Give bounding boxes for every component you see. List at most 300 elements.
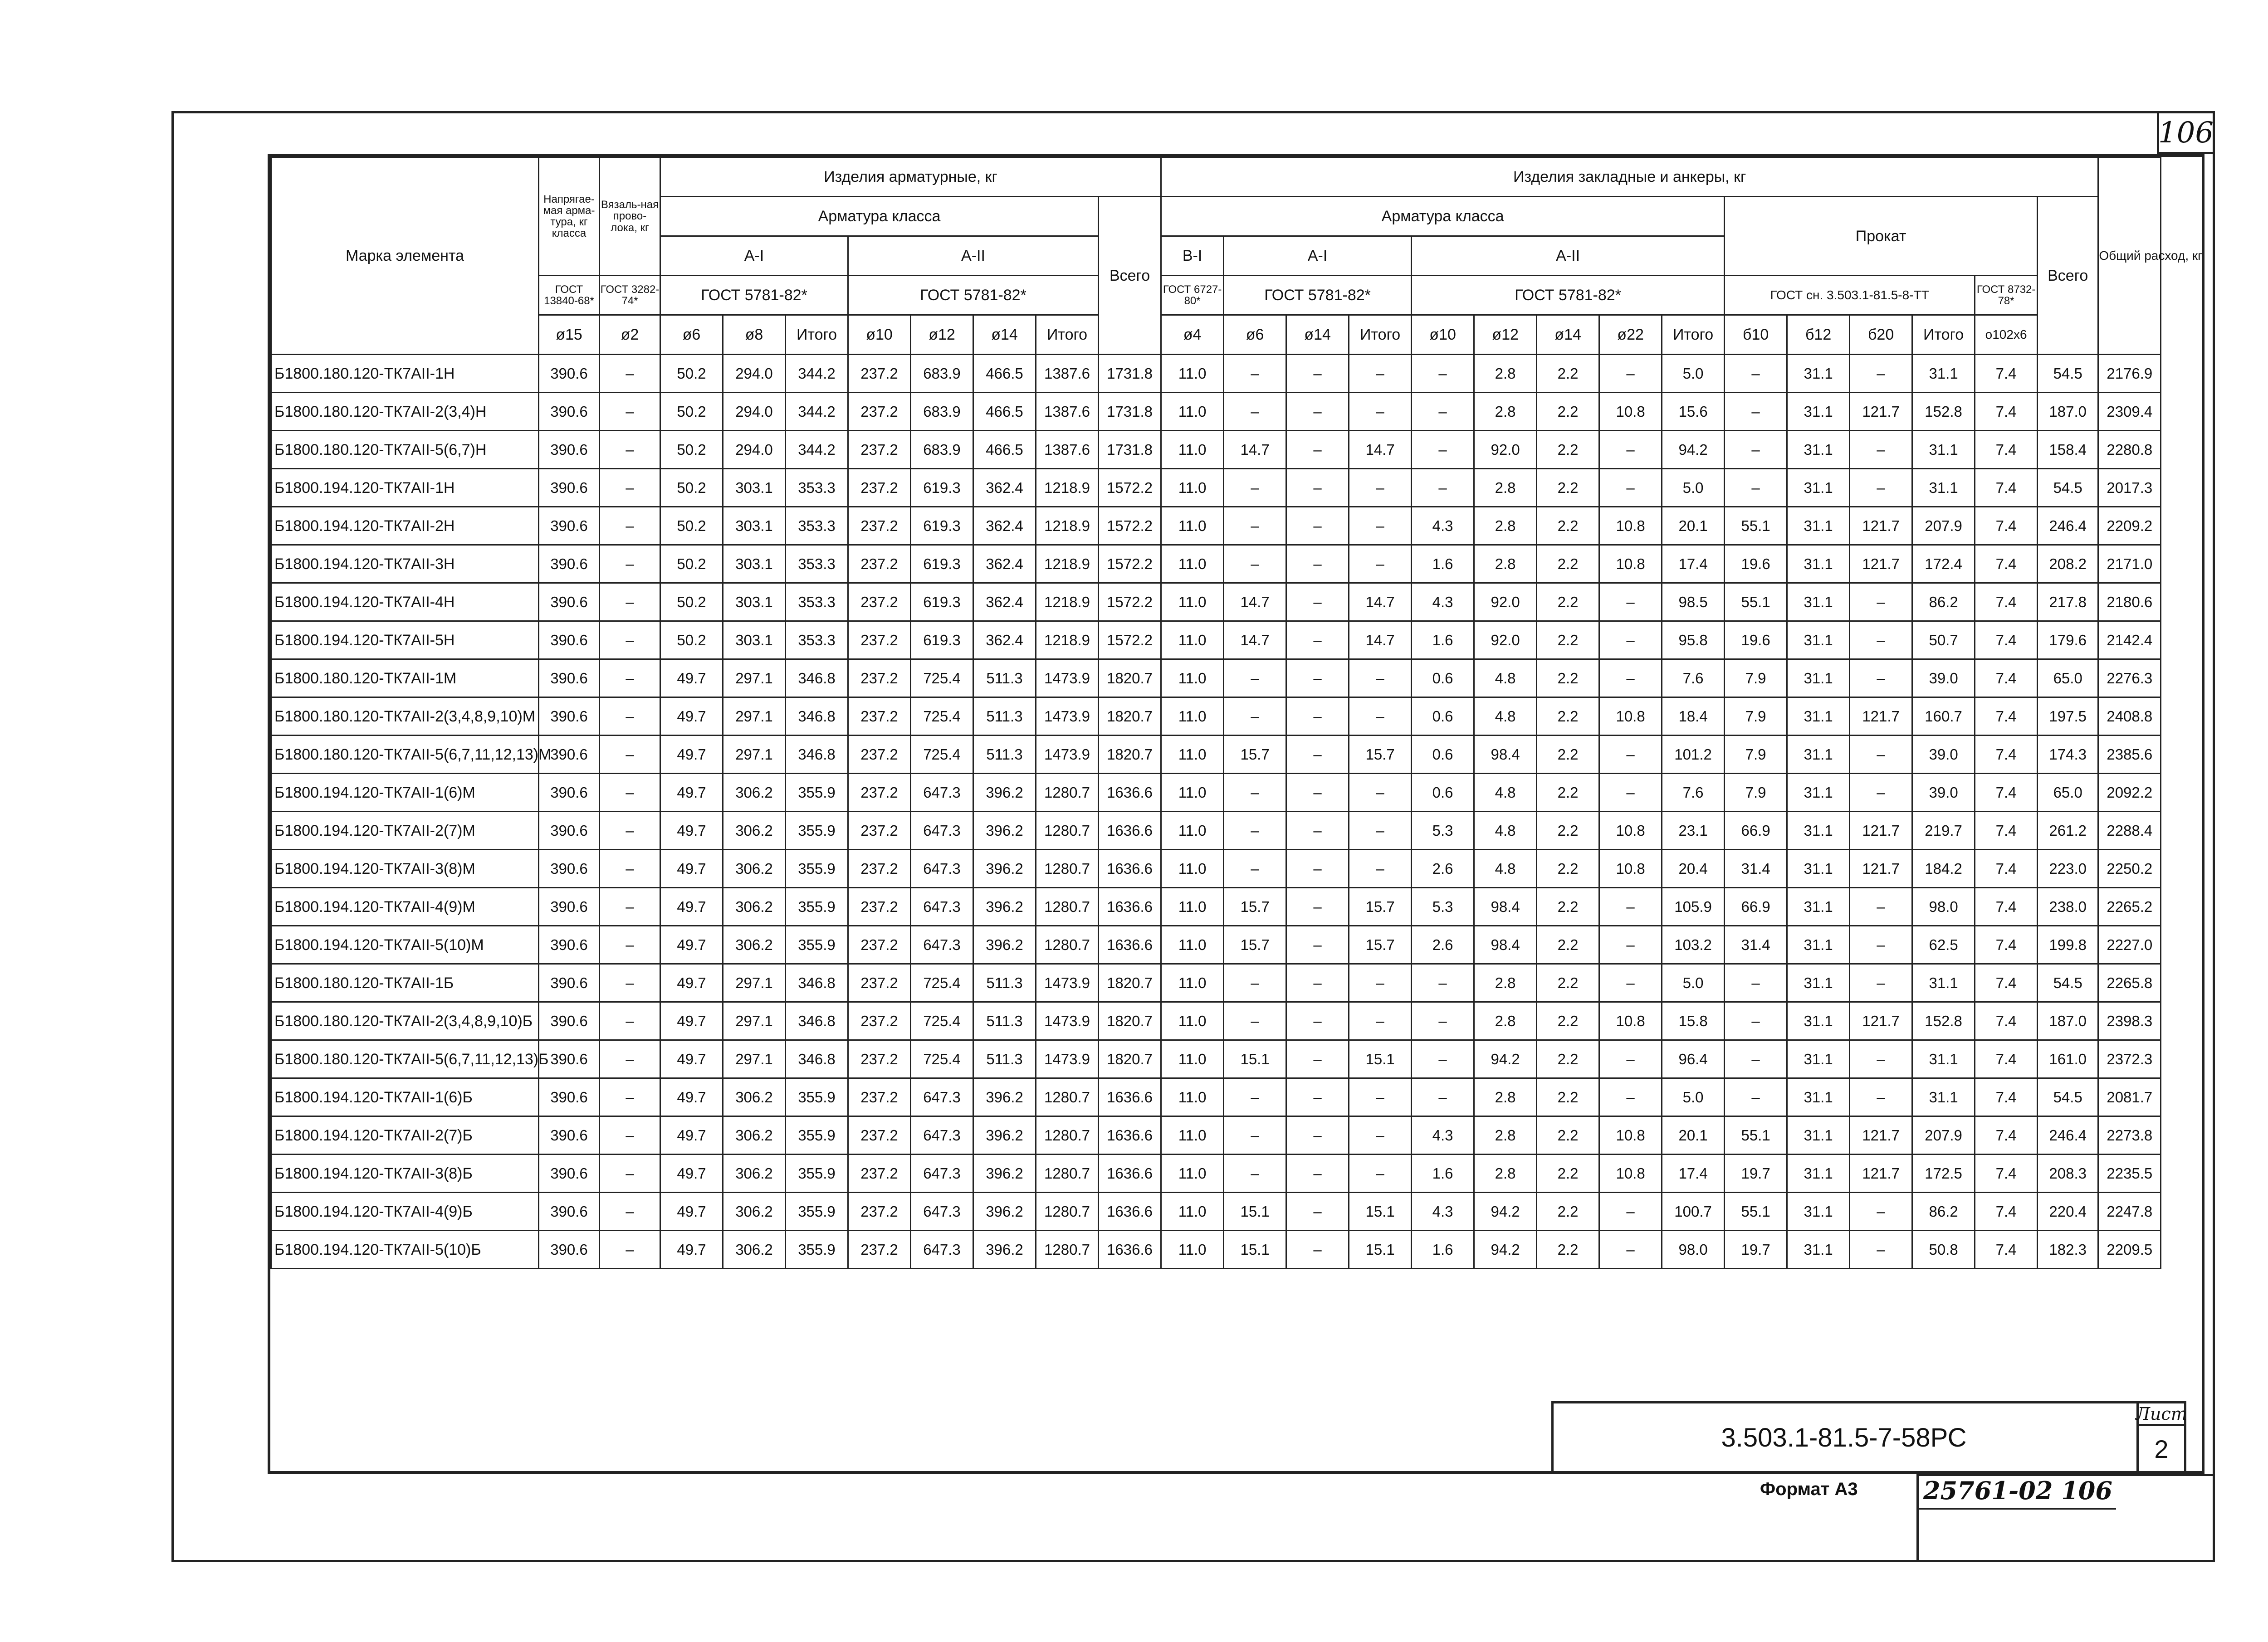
table-row: [271, 697, 2161, 736]
value-cell: 31.1: [1787, 812, 1850, 850]
value-cell: 511.3: [973, 659, 1036, 697]
value-cell: 15.1: [1349, 1231, 1412, 1269]
value-cell: –: [1286, 1193, 1349, 1231]
header-ai-2: А-I: [1224, 236, 1412, 276]
value-cell: 7.4: [1975, 431, 2038, 469]
header-bi: В-I: [1161, 236, 1224, 276]
value-cell: –: [1599, 888, 1662, 926]
value-cell: –: [600, 697, 660, 736]
value-cell: 353.3: [786, 545, 848, 583]
value-cell: 11.0: [1161, 1116, 1224, 1155]
value-cell: 217.8: [2038, 583, 2098, 621]
subheader-cell: ø10: [1412, 315, 1474, 355]
value-cell: 11.0: [1161, 431, 1224, 469]
value-cell: 237.2: [848, 850, 911, 888]
value-cell: 237.2: [848, 812, 911, 850]
value-cell: 2.8: [1474, 393, 1537, 431]
value-cell: 197.5: [2038, 697, 2098, 736]
value-cell: 237.2: [848, 1002, 911, 1040]
header-gost-5781-b: ГОСТ 5781-82*: [848, 276, 1099, 315]
value-cell: –: [600, 1231, 660, 1269]
value-cell: 14.7: [1224, 431, 1286, 469]
value-cell: 10.8: [1599, 1002, 1662, 1040]
value-cell: 7.4: [1975, 964, 2038, 1002]
value-cell: 2.2: [1537, 545, 1599, 583]
value-cell: 11.0: [1161, 659, 1224, 697]
value-cell: 11.0: [1161, 1193, 1224, 1231]
table-row: [271, 583, 2161, 621]
value-cell: –: [1286, 431, 1349, 469]
value-cell: 1280.7: [1036, 1193, 1099, 1231]
subheader-cell: ø15: [539, 315, 600, 355]
value-cell: 297.1: [723, 659, 786, 697]
header-rebar-total: Всего: [1099, 197, 1161, 355]
value-cell: 11.0: [1161, 697, 1224, 736]
value-cell: 362.4: [973, 507, 1036, 545]
value-cell: 14.7: [1224, 621, 1286, 659]
value-cell: –: [600, 507, 660, 545]
value-cell: 619.3: [911, 583, 973, 621]
table-row: [271, 621, 2161, 659]
value-cell: 15.1: [1349, 1193, 1412, 1231]
value-cell: –: [1412, 355, 1474, 393]
value-cell: 31.1: [1787, 1002, 1850, 1040]
value-cell: 94.2: [1474, 1040, 1537, 1078]
value-cell: 683.9: [911, 355, 973, 393]
element-mark-cell: Б1800.180.120-ТК7АII-5(6,7,11,12,13)Б: [271, 1040, 539, 1078]
value-cell: 31.1: [1912, 1078, 1975, 1116]
value-cell: 1218.9: [1036, 469, 1099, 507]
value-cell: 1820.7: [1099, 1040, 1161, 1078]
value-cell: 1636.6: [1099, 888, 1161, 926]
value-cell: –: [1224, 697, 1286, 736]
value-cell: 49.7: [660, 850, 723, 888]
value-cell: 223.0: [2038, 850, 2098, 888]
value-cell: 683.9: [911, 431, 973, 469]
value-cell: 390.6: [539, 1078, 600, 1116]
subheader-cell: о102х6: [1975, 315, 2038, 355]
value-cell: 15.7: [1224, 888, 1286, 926]
value-cell: 237.2: [848, 1193, 911, 1231]
value-cell: 10.8: [1599, 850, 1662, 888]
value-cell: 96.4: [1662, 1040, 1725, 1078]
value-cell: –: [1349, 1078, 1412, 1116]
header-prokat: Прокат: [1725, 197, 2038, 276]
value-cell: –: [1286, 583, 1349, 621]
value-cell: 2.2: [1537, 355, 1599, 393]
value-cell: –: [1725, 1078, 1787, 1116]
value-cell: 7.4: [1975, 1231, 2038, 1269]
value-cell: 1731.8: [1099, 431, 1161, 469]
value-cell: 10.8: [1599, 393, 1662, 431]
value-cell: 390.6: [539, 697, 600, 736]
value-cell: 2385.6: [2098, 736, 2161, 774]
table-row: [271, 1193, 2161, 1231]
value-cell: 208.2: [2038, 545, 2098, 583]
value-cell: 0.6: [1412, 736, 1474, 774]
value-cell: 98.0: [1662, 1231, 1725, 1269]
value-cell: –: [1286, 393, 1349, 431]
table-body: [271, 355, 2161, 1269]
subheader-cell: ø12: [1474, 315, 1537, 355]
table-row: [271, 1155, 2161, 1193]
value-cell: 2.2: [1537, 1040, 1599, 1078]
value-cell: 1572.2: [1099, 583, 1161, 621]
table-row: [271, 1002, 2161, 1040]
value-cell: 237.2: [848, 583, 911, 621]
value-cell: 50.2: [660, 621, 723, 659]
table-row: [271, 469, 2161, 507]
value-cell: 179.6: [2038, 621, 2098, 659]
value-cell: 86.2: [1912, 1193, 1975, 1231]
value-cell: 55.1: [1725, 1116, 1787, 1155]
value-cell: 15.1: [1224, 1231, 1286, 1269]
value-cell: 31.1: [1912, 469, 1975, 507]
value-cell: –: [1286, 659, 1349, 697]
value-cell: 725.4: [911, 659, 973, 697]
value-cell: 1.6: [1412, 1155, 1474, 1193]
value-cell: 466.5: [973, 355, 1036, 393]
value-cell: 683.9: [911, 393, 973, 431]
subheader-cell: ø22: [1599, 315, 1662, 355]
value-cell: 19.6: [1725, 545, 1787, 583]
element-mark-cell: Б1800.194.120-ТК7АII-2(7)Б: [271, 1116, 539, 1155]
value-cell: 121.7: [1850, 393, 1912, 431]
value-cell: –: [1349, 812, 1412, 850]
value-cell: 5.0: [1662, 469, 1725, 507]
value-cell: 15.7: [1349, 926, 1412, 964]
value-cell: 1280.7: [1036, 926, 1099, 964]
value-cell: 2.2: [1537, 1231, 1599, 1269]
value-cell: –: [1286, 1116, 1349, 1155]
value-cell: 1820.7: [1099, 697, 1161, 736]
value-cell: 466.5: [973, 393, 1036, 431]
value-cell: 31.1: [1912, 964, 1975, 1002]
value-cell: 98.5: [1662, 583, 1725, 621]
value-cell: 2092.2: [2098, 774, 2161, 812]
value-cell: 50.2: [660, 507, 723, 545]
value-cell: 390.6: [539, 621, 600, 659]
value-cell: 1280.7: [1036, 1231, 1099, 1269]
header-total-consumption: Общий расход, кг: [2098, 157, 2161, 355]
value-cell: 344.2: [786, 393, 848, 431]
value-cell: –: [1224, 1116, 1286, 1155]
subheader-cell: Итого: [786, 315, 848, 355]
value-cell: 5.3: [1412, 888, 1474, 926]
value-cell: 39.0: [1912, 736, 1975, 774]
value-cell: 237.2: [848, 621, 911, 659]
value-cell: –: [1286, 355, 1349, 393]
value-cell: 182.3: [2038, 1231, 2098, 1269]
value-cell: 2.8: [1474, 545, 1537, 583]
value-cell: 1.6: [1412, 545, 1474, 583]
value-cell: 2.2: [1537, 621, 1599, 659]
value-cell: 390.6: [539, 393, 600, 431]
element-mark-cell: Б1800.194.120-ТК7АII-2Н: [271, 507, 539, 545]
value-cell: 98.4: [1474, 926, 1537, 964]
page-number: 106: [2157, 111, 2215, 154]
value-cell: 15.7: [1224, 736, 1286, 774]
value-cell: 396.2: [973, 926, 1036, 964]
value-cell: 1473.9: [1036, 1002, 1099, 1040]
value-cell: 4.8: [1474, 774, 1537, 812]
value-cell: 1280.7: [1036, 1116, 1099, 1155]
value-cell: –: [1850, 355, 1912, 393]
value-cell: 355.9: [786, 1116, 848, 1155]
value-cell: 390.6: [539, 964, 600, 1002]
header-gost-5781-d: ГОСТ 5781-82*: [1412, 276, 1725, 315]
value-cell: –: [1599, 621, 1662, 659]
value-cell: 10.8: [1599, 1155, 1662, 1193]
value-cell: 2.2: [1537, 1002, 1599, 1040]
value-cell: –: [1349, 545, 1412, 583]
value-cell: 237.2: [848, 507, 911, 545]
header-gost-5781-a: ГОСТ 5781-82*: [660, 276, 848, 315]
value-cell: 172.5: [1912, 1155, 1975, 1193]
value-cell: 0.6: [1412, 697, 1474, 736]
value-cell: 390.6: [539, 355, 600, 393]
value-cell: 207.9: [1912, 507, 1975, 545]
value-cell: –: [1349, 1155, 1412, 1193]
value-cell: –: [1286, 1002, 1349, 1040]
subheader-cell: ø10: [848, 315, 911, 355]
value-cell: 5.0: [1662, 1078, 1725, 1116]
value-cell: 49.7: [660, 774, 723, 812]
table-row: [271, 431, 2161, 469]
value-cell: 31.1: [1787, 1116, 1850, 1155]
value-cell: 86.2: [1912, 583, 1975, 621]
value-cell: –: [1349, 659, 1412, 697]
value-cell: 1387.6: [1036, 355, 1099, 393]
value-cell: 619.3: [911, 621, 973, 659]
value-cell: 66.9: [1725, 812, 1787, 850]
value-cell: 1636.6: [1099, 1155, 1161, 1193]
value-cell: –: [1412, 1078, 1474, 1116]
value-cell: 2.2: [1537, 774, 1599, 812]
subheader-cell: ø14: [1286, 315, 1349, 355]
value-cell: 7.4: [1975, 850, 2038, 888]
value-cell: –: [1850, 1231, 1912, 1269]
element-mark-cell: Б1800.180.120-ТК7АII-1Б: [271, 964, 539, 1002]
value-cell: 390.6: [539, 1231, 600, 1269]
value-cell: 11.0: [1161, 583, 1224, 621]
value-cell: 11.0: [1161, 926, 1224, 964]
value-cell: 1473.9: [1036, 964, 1099, 1002]
value-cell: 7.4: [1975, 1078, 2038, 1116]
value-cell: –: [1349, 697, 1412, 736]
element-mark-cell: Б1800.194.120-ТК7АII-5Н: [271, 621, 539, 659]
value-cell: 647.3: [911, 812, 973, 850]
value-cell: 362.4: [973, 583, 1036, 621]
value-cell: 5.0: [1662, 964, 1725, 1002]
value-cell: –: [600, 1040, 660, 1078]
value-cell: –: [1599, 659, 1662, 697]
value-cell: 1636.6: [1099, 1116, 1161, 1155]
value-cell: 1218.9: [1036, 621, 1099, 659]
value-cell: –: [1349, 1116, 1412, 1155]
value-cell: 353.3: [786, 583, 848, 621]
value-cell: 7.6: [1662, 774, 1725, 812]
value-cell: –: [1850, 469, 1912, 507]
value-cell: 15.7: [1349, 736, 1412, 774]
sheet-label: Лист: [2136, 1401, 2186, 1426]
value-cell: 31.1: [1787, 355, 1850, 393]
value-cell: 15.7: [1349, 888, 1412, 926]
value-cell: 346.8: [786, 1002, 848, 1040]
value-cell: 11.0: [1161, 774, 1224, 812]
value-cell: 396.2: [973, 1155, 1036, 1193]
value-cell: 11.0: [1161, 393, 1224, 431]
value-cell: 11.0: [1161, 1155, 1224, 1193]
value-cell: 7.4: [1975, 812, 2038, 850]
value-cell: 31.1: [1787, 964, 1850, 1002]
value-cell: 344.2: [786, 355, 848, 393]
value-cell: 10.8: [1599, 507, 1662, 545]
value-cell: 2.8: [1474, 1116, 1537, 1155]
value-cell: 1820.7: [1099, 964, 1161, 1002]
value-cell: 237.2: [848, 659, 911, 697]
header-embedded-total: Всего: [2038, 197, 2098, 355]
value-cell: 2.8: [1474, 964, 1537, 1002]
value-cell: –: [1599, 469, 1662, 507]
value-cell: 237.2: [848, 1155, 911, 1193]
value-cell: 7.4: [1975, 507, 2038, 545]
value-cell: 4.8: [1474, 697, 1537, 736]
value-cell: 2398.3: [2098, 1002, 2161, 1040]
subheader-cell: ø12: [911, 315, 973, 355]
value-cell: 152.8: [1912, 1002, 1975, 1040]
value-cell: 121.7: [1850, 545, 1912, 583]
value-cell: 390.6: [539, 926, 600, 964]
value-cell: 55.1: [1725, 507, 1787, 545]
value-cell: 187.0: [2038, 393, 2098, 431]
value-cell: –: [600, 1002, 660, 1040]
header-mark: Марка элемента: [271, 157, 539, 355]
value-cell: –: [1599, 1078, 1662, 1116]
value-cell: 303.1: [723, 545, 786, 583]
value-cell: –: [1286, 850, 1349, 888]
value-cell: –: [1286, 697, 1349, 736]
value-cell: 23.1: [1662, 812, 1725, 850]
document-code: 3.503.1-81.5-7-58РС: [1721, 1423, 1967, 1452]
value-cell: 2.8: [1474, 1002, 1537, 1040]
value-cell: 49.7: [660, 697, 723, 736]
value-cell: 237.2: [848, 545, 911, 583]
value-cell: 390.6: [539, 1193, 600, 1231]
value-cell: 1473.9: [1036, 1040, 1099, 1078]
value-cell: 294.0: [723, 355, 786, 393]
value-cell: 346.8: [786, 1040, 848, 1078]
value-cell: 261.2: [2038, 812, 2098, 850]
value-cell: 2309.4: [2098, 393, 2161, 431]
value-cell: 2.2: [1537, 812, 1599, 850]
value-cell: 2.6: [1412, 926, 1474, 964]
value-cell: –: [1412, 393, 1474, 431]
value-cell: –: [1850, 1040, 1912, 1078]
value-cell: 20.1: [1662, 1116, 1725, 1155]
value-cell: 15.6: [1662, 393, 1725, 431]
value-cell: –: [1224, 964, 1286, 1002]
header-gost-3282: ГОСТ 3282-74*: [600, 276, 660, 315]
value-cell: 2227.0: [2098, 926, 2161, 964]
value-cell: 2.2: [1537, 736, 1599, 774]
value-cell: 101.2: [1662, 736, 1725, 774]
value-cell: 306.2: [723, 1155, 786, 1193]
table-row: [271, 964, 2161, 1002]
value-cell: 355.9: [786, 812, 848, 850]
value-cell: 92.0: [1474, 431, 1537, 469]
value-cell: 355.9: [786, 1078, 848, 1116]
value-cell: 10.8: [1599, 697, 1662, 736]
value-cell: 121.7: [1850, 850, 1912, 888]
value-cell: 98.4: [1474, 888, 1537, 926]
value-cell: 297.1: [723, 1040, 786, 1078]
value-cell: 121.7: [1850, 1002, 1912, 1040]
value-cell: 31.1: [1787, 469, 1850, 507]
table-row: [271, 850, 2161, 888]
value-cell: 390.6: [539, 659, 600, 697]
element-mark-cell: Б1800.194.120-ТК7АII-5(10)Б: [271, 1231, 539, 1269]
element-mark-cell: Б1800.194.120-ТК7АII-1(6)Б: [271, 1078, 539, 1116]
value-cell: 237.2: [848, 1040, 911, 1078]
value-cell: –: [600, 355, 660, 393]
value-cell: 1636.6: [1099, 812, 1161, 850]
value-cell: 2081.7: [2098, 1078, 2161, 1116]
value-cell: 306.2: [723, 888, 786, 926]
table-row: [271, 393, 2161, 431]
value-cell: 54.5: [2038, 964, 2098, 1002]
value-cell: 1572.2: [1099, 545, 1161, 583]
element-mark-cell: Б1800.194.120-ТК7АII-4(9)М: [271, 888, 539, 926]
value-cell: 39.0: [1912, 659, 1975, 697]
value-cell: 2273.8: [2098, 1116, 2161, 1155]
value-cell: 346.8: [786, 736, 848, 774]
value-cell: 2.2: [1537, 1116, 1599, 1155]
value-cell: –: [1286, 469, 1349, 507]
value-cell: 7.4: [1975, 1116, 2038, 1155]
value-cell: –: [1599, 1040, 1662, 1078]
value-cell: –: [1599, 964, 1662, 1002]
value-cell: 2.8: [1474, 1155, 1537, 1193]
value-cell: –: [1224, 545, 1286, 583]
value-cell: 0.6: [1412, 774, 1474, 812]
value-cell: 199.8: [2038, 926, 2098, 964]
header-subcolumns: [271, 315, 2161, 355]
value-cell: 11.0: [1161, 1231, 1224, 1269]
value-cell: 2.2: [1537, 431, 1599, 469]
value-cell: –: [600, 1193, 660, 1231]
value-cell: 31.1: [1912, 355, 1975, 393]
value-cell: 65.0: [2038, 774, 2098, 812]
subheader-cell: Итого: [1662, 315, 1725, 355]
value-cell: 31.1: [1787, 774, 1850, 812]
value-cell: –: [1224, 1002, 1286, 1040]
value-cell: 10.8: [1599, 1116, 1662, 1155]
element-mark-cell: Б1800.194.120-ТК7АII-5(10)М: [271, 926, 539, 964]
value-cell: 237.2: [848, 964, 911, 1002]
value-cell: 31.1: [1787, 1040, 1850, 1078]
value-cell: 11.0: [1161, 1078, 1224, 1116]
header-gost-5781-c: ГОСТ 5781-82*: [1224, 276, 1412, 315]
value-cell: –: [1286, 1231, 1349, 1269]
value-cell: 7.4: [1975, 697, 2038, 736]
value-cell: 103.2: [1662, 926, 1725, 964]
table-row: [271, 355, 2161, 393]
value-cell: –: [1850, 1193, 1912, 1231]
value-cell: –: [600, 469, 660, 507]
value-cell: –: [1286, 1040, 1349, 1078]
value-cell: 1636.6: [1099, 850, 1161, 888]
